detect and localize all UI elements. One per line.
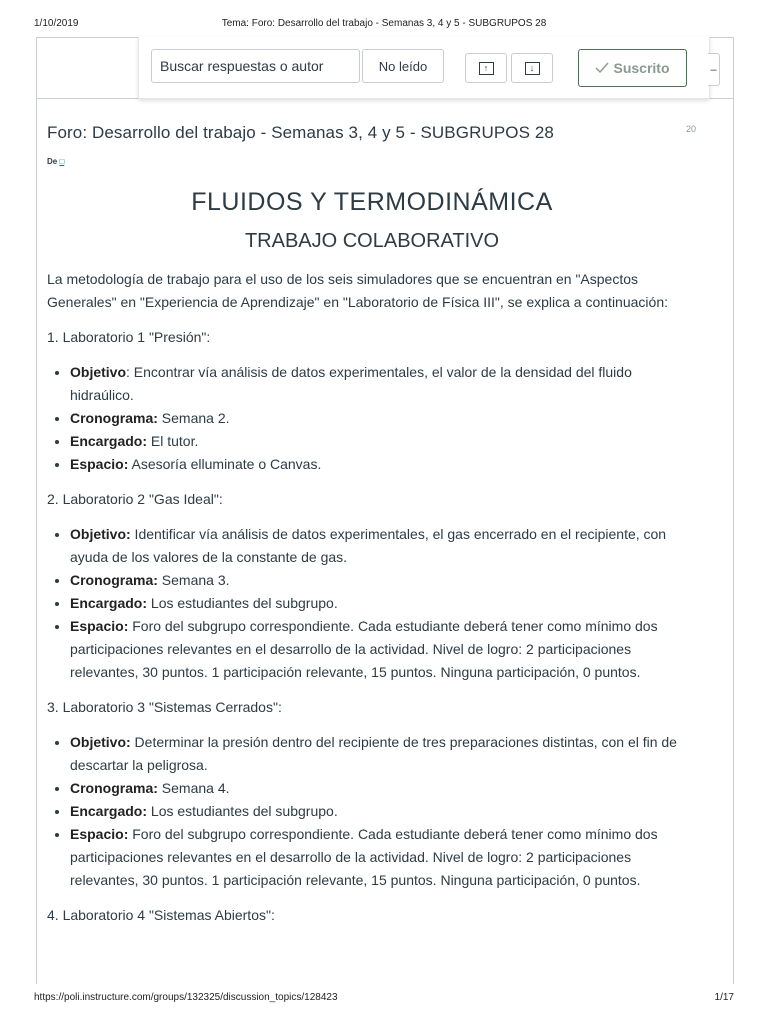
- topic-title: Foro: Desarrollo del trabajo - Semanas 3, 4 y 5 - SUBGRUPOS 28: [47, 123, 554, 142]
- item-label: Encargado:: [70, 433, 148, 449]
- list-item: [70, 615, 697, 684]
- print-footer: [0, 992, 768, 1024]
- list-item: [70, 453, 697, 476]
- collapse-threads-button[interactable]: [511, 53, 553, 83]
- heading-main: FLUIDOS Y TERMODINÁMICA: [191, 188, 553, 216]
- print-page-number: 1/17: [714, 992, 734, 1003]
- lab-list: [47, 523, 697, 684]
- list-item: [70, 523, 697, 569]
- lab-title: 3. Laboratorio 3 "Sistemas Cerrados":: [47, 699, 282, 715]
- lab-list: [47, 731, 697, 892]
- item-label: Espacio:: [70, 826, 129, 842]
- list-item: [70, 800, 697, 823]
- item-label: Cronograma:: [70, 410, 158, 426]
- item-text: : Encontrar vía análisis de datos experimentales, el valor de la densidad del fluido hidraúlico.: [70, 364, 632, 403]
- author-line: [47, 157, 64, 166]
- expand-threads-button[interactable]: [465, 53, 507, 83]
- item-label: Objetivo:: [70, 734, 131, 750]
- item-label: Espacio:: [70, 456, 129, 472]
- unread-filter-button[interactable]: [362, 49, 444, 83]
- arrow-down-icon: ↓: [525, 62, 540, 75]
- arrow-up-icon: ↑: [479, 62, 494, 75]
- item-text: Semana 3.: [157, 572, 230, 588]
- item-text: Los estudiantes del subgrupo.: [147, 595, 338, 611]
- list-item: [70, 777, 697, 800]
- subscribed-label: Suscrito: [613, 60, 670, 76]
- item-label: Encargado:: [70, 803, 148, 819]
- list-item: [70, 407, 697, 430]
- print-header: [0, 0, 768, 36]
- list-item: [70, 592, 697, 615]
- list-item: [70, 569, 697, 592]
- lab-title: 4. Laboratorio 4 "Sistemas Abiertos":: [47, 907, 275, 923]
- item-label: Objetivo:: [70, 526, 131, 542]
- unread-filter-label: No leído: [378, 58, 428, 74]
- reply-count: 20: [686, 124, 697, 134]
- item-label: Espacio:: [70, 618, 129, 634]
- item-label: Objetivo: [70, 364, 127, 380]
- lab-title: 1. Laboratorio 1 "Presión":: [47, 329, 211, 345]
- item-text: El tutor.: [147, 433, 199, 449]
- more-options-icon: –: [710, 63, 717, 76]
- item-label: Encargado:: [70, 595, 148, 611]
- list-item: [70, 731, 697, 777]
- item-text: Semana 2.: [157, 410, 230, 426]
- print-url: https://poli.instructure.com/groups/132325/discussion_topics/128423: [34, 992, 338, 1003]
- discussion-toolbar: [138, 37, 710, 99]
- item-text: Semana 4.: [157, 780, 230, 796]
- list-item: [70, 823, 697, 892]
- item-text: Foro del subgrupo correspondiente. Cada estudiante deberá tener como mínimo dos participaciones relevantes en el desarrollo de la actividad. Nivel de logro: 2 participaciones relevantes, 30 puntos. 1 participación relevante, 15 puntos. Ninguna participación, 0 puntos.: [70, 826, 658, 888]
- topic-message-body: [47, 182, 697, 939]
- item-text: Determinar la presión dentro del recipiente de tres preparaciones distintas, con el fin de descartar la peligrosa.: [70, 734, 677, 773]
- author-prefix: De: [47, 157, 58, 166]
- author-link[interactable]: □: [59, 157, 65, 166]
- item-text: Identificar vía análisis de datos experimentales, el gas encerrado en el recipiente, con ayuda de los valores de la constante de gas.: [70, 526, 667, 565]
- search-replies-input[interactable]: [151, 49, 360, 83]
- lab-list: [47, 361, 697, 476]
- print-title: Tema: Foro: Desarrollo del trabajo - Semanas 3, 4 y 5 - SUBGRUPOS 28: [221, 18, 547, 29]
- subscribed-button[interactable]: [578, 49, 687, 87]
- print-date: 1/10/2019: [34, 18, 79, 29]
- checkmark-icon: [595, 60, 609, 76]
- item-label: Cronograma:: [70, 780, 158, 796]
- heading-sub: TRABAJO COLABORATIVO: [244, 230, 500, 252]
- item-label: Cronograma:: [70, 572, 158, 588]
- item-text: Los estudiantes del subgrupo.: [147, 803, 338, 819]
- lab-title: 2. Laboratorio 2 "Gas Ideal":: [47, 491, 223, 507]
- list-item: [70, 361, 697, 407]
- intro-paragraph: La metodología de trabajo para el uso de los seis simuladores que se encuentran en "Aspectos Generales" en "Experiencia de Aprendizaje" en "Laboratorio de Física III", se explica a continuación:: [47, 271, 668, 310]
- list-item: [70, 430, 697, 453]
- item-text: Foro del subgrupo correspondiente. Cada estudiante deberá tener como mínimo dos participaciones relevantes en el desarrollo de la actividad. Nivel de logro: 2 participaciones relevantes, 30 puntos. 1 participación relevante, 15 puntos. Ninguna participación, 0 puntos.: [70, 618, 658, 680]
- more-options-button[interactable]: [708, 53, 720, 86]
- item-text: Asesoría elluminate o Canvas.: [128, 456, 322, 472]
